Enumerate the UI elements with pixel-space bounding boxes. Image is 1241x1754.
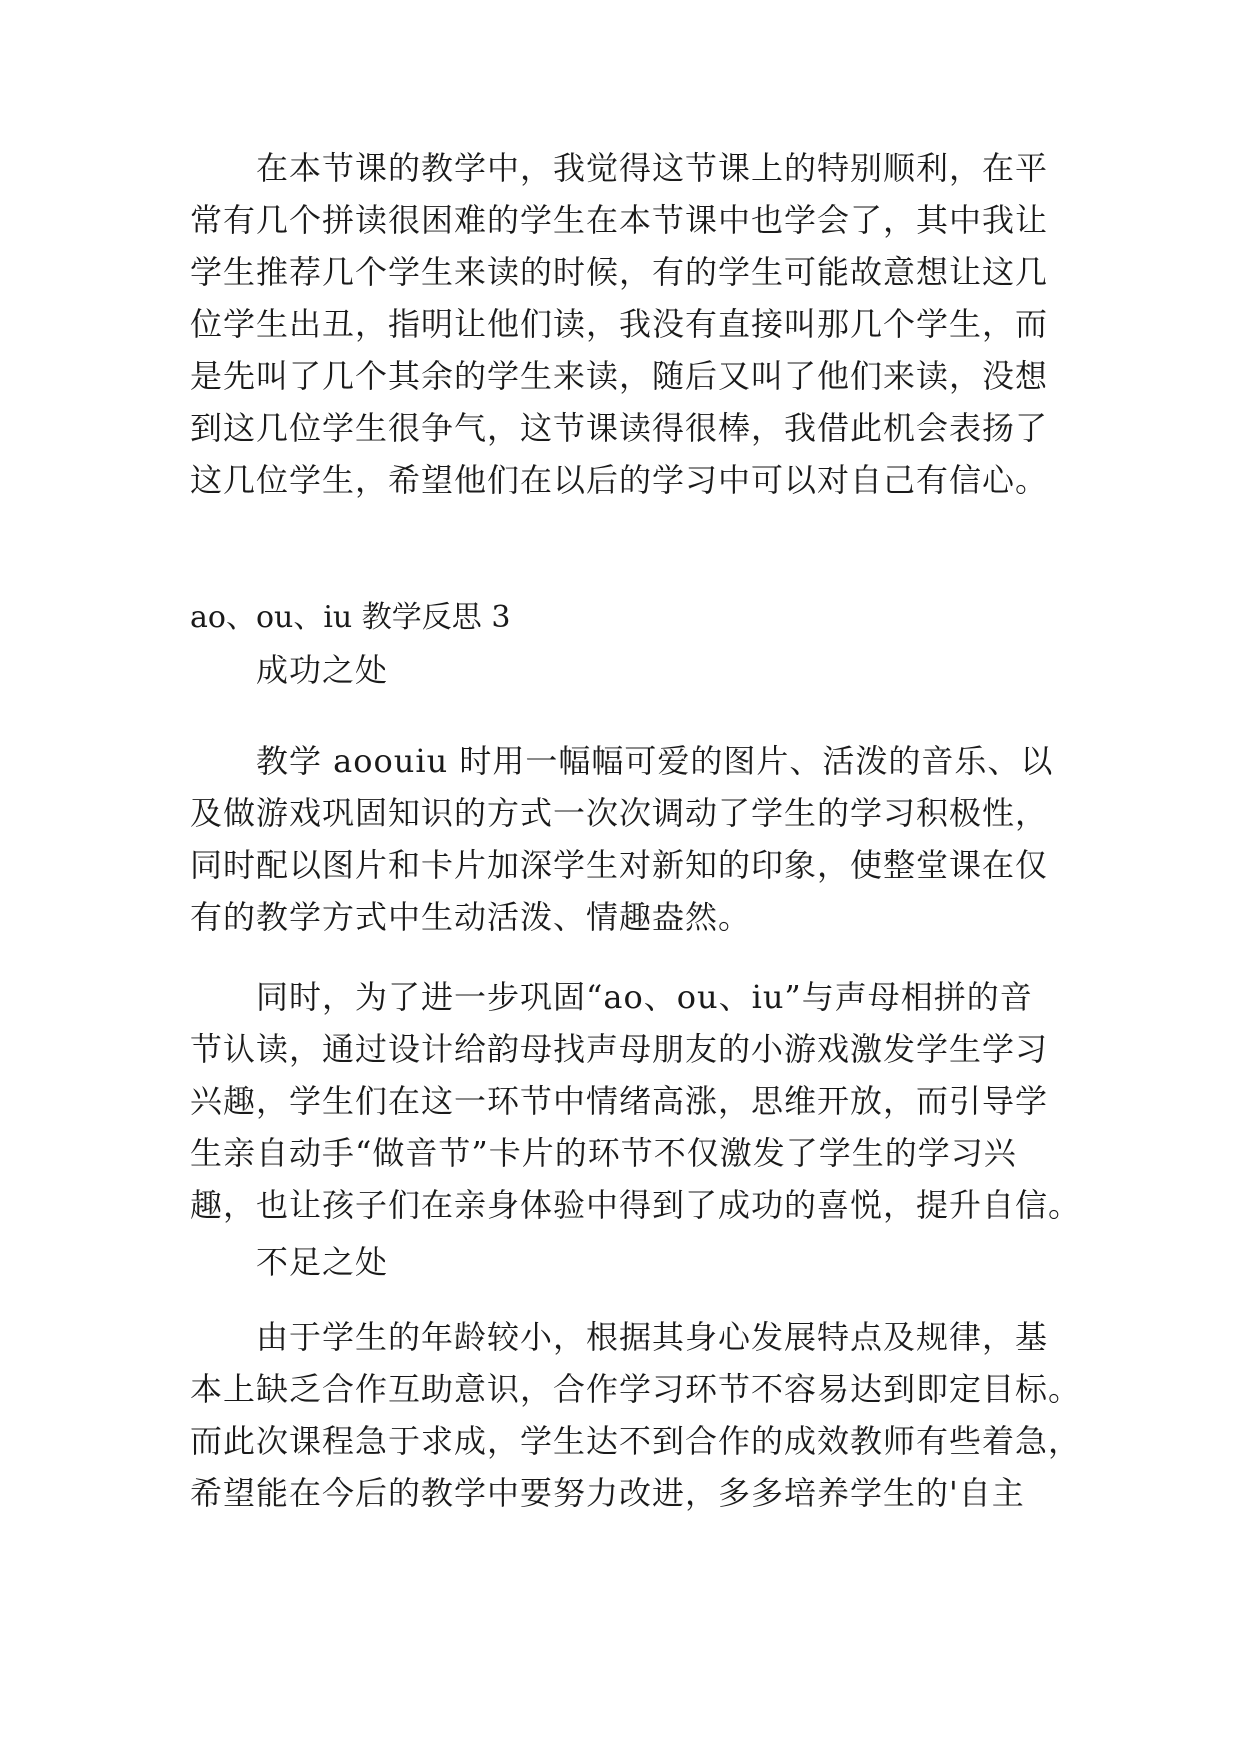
para1-line-1: 教学 aoouiu 时用一幅幅可爱的图片、活泼的音乐、以 (256, 742, 1054, 780)
section1-line-1: 在本节课的教学中，我觉得这节课上的特别顺利，在平 (256, 149, 1049, 187)
para2-line-4: 生亲自动手“做音节”卡片的环节不仅激发了学生的学习兴 (190, 1134, 1017, 1172)
para3-line-3: 而此次课程急于求成，学生达不到合作的成效教师有些着急， (190, 1422, 1082, 1460)
para1-line-2: 及做游戏巩固知识的方式一次次调动了学生的学习积极性， (190, 794, 1049, 832)
section1-line-7: 这几位学生，希望他们在以后的学习中可以对自己有信心。 (190, 461, 1049, 499)
section1-line-6: 到这几位学生很争气，这节课读得很棒，我借此机会表扬了 (190, 409, 1049, 447)
success-title: 成功之处 (256, 651, 389, 689)
shortcoming-title: 不足之处 (256, 1243, 389, 1281)
section2-heading: ao、ou、iu 教学反思 3 (190, 600, 511, 635)
para2-line-1: 同时，为了进一步巩固“ao、ou、iu”与声母相拼的音 (256, 978, 1033, 1016)
section1-line-4: 位学生出丑，指明让他们读，我没有直接叫那几个学生，而 (190, 305, 1049, 343)
para2-line-2: 节认读，通过设计给韵母找声母朋友的小游戏激发学生学习 (190, 1030, 1049, 1068)
para3-line-2: 本上缺乏合作互助意识，合作学习环节不容易达到即定目标。 (190, 1370, 1082, 1408)
para3-line-1: 由于学生的年龄较小，根据其身心发展特点及规律，基 (256, 1318, 1049, 1356)
section1-line-3: 学生推荐几个学生来读的时候，有的学生可能故意想让这几 (190, 253, 1049, 291)
section1-line-5: 是先叫了几个其余的学生来读，随后又叫了他们来读，没想 (190, 357, 1049, 395)
para2-line-5: 趣，也让孩子们在亲身体验中得到了成功的喜悦，提升自信。 (190, 1186, 1082, 1224)
para1-line-4: 有的教学方式中生动活泼、情趣盎然。 (190, 898, 752, 936)
section1-line-2: 常有几个拼读很困难的学生在本节课中也学会了，其中我让 (190, 201, 1049, 239)
para1-line-3: 同时配以图片和卡片加深学生对新知的印象，使整堂课在仅 (190, 846, 1049, 884)
para2-line-3: 兴趣，学生们在这一环节中情绪高涨，思维开放，而引导学 (190, 1082, 1049, 1120)
para3-line-4: 希望能在今后的教学中要努力改进，多多培养学生的'自主 (190, 1474, 1025, 1512)
